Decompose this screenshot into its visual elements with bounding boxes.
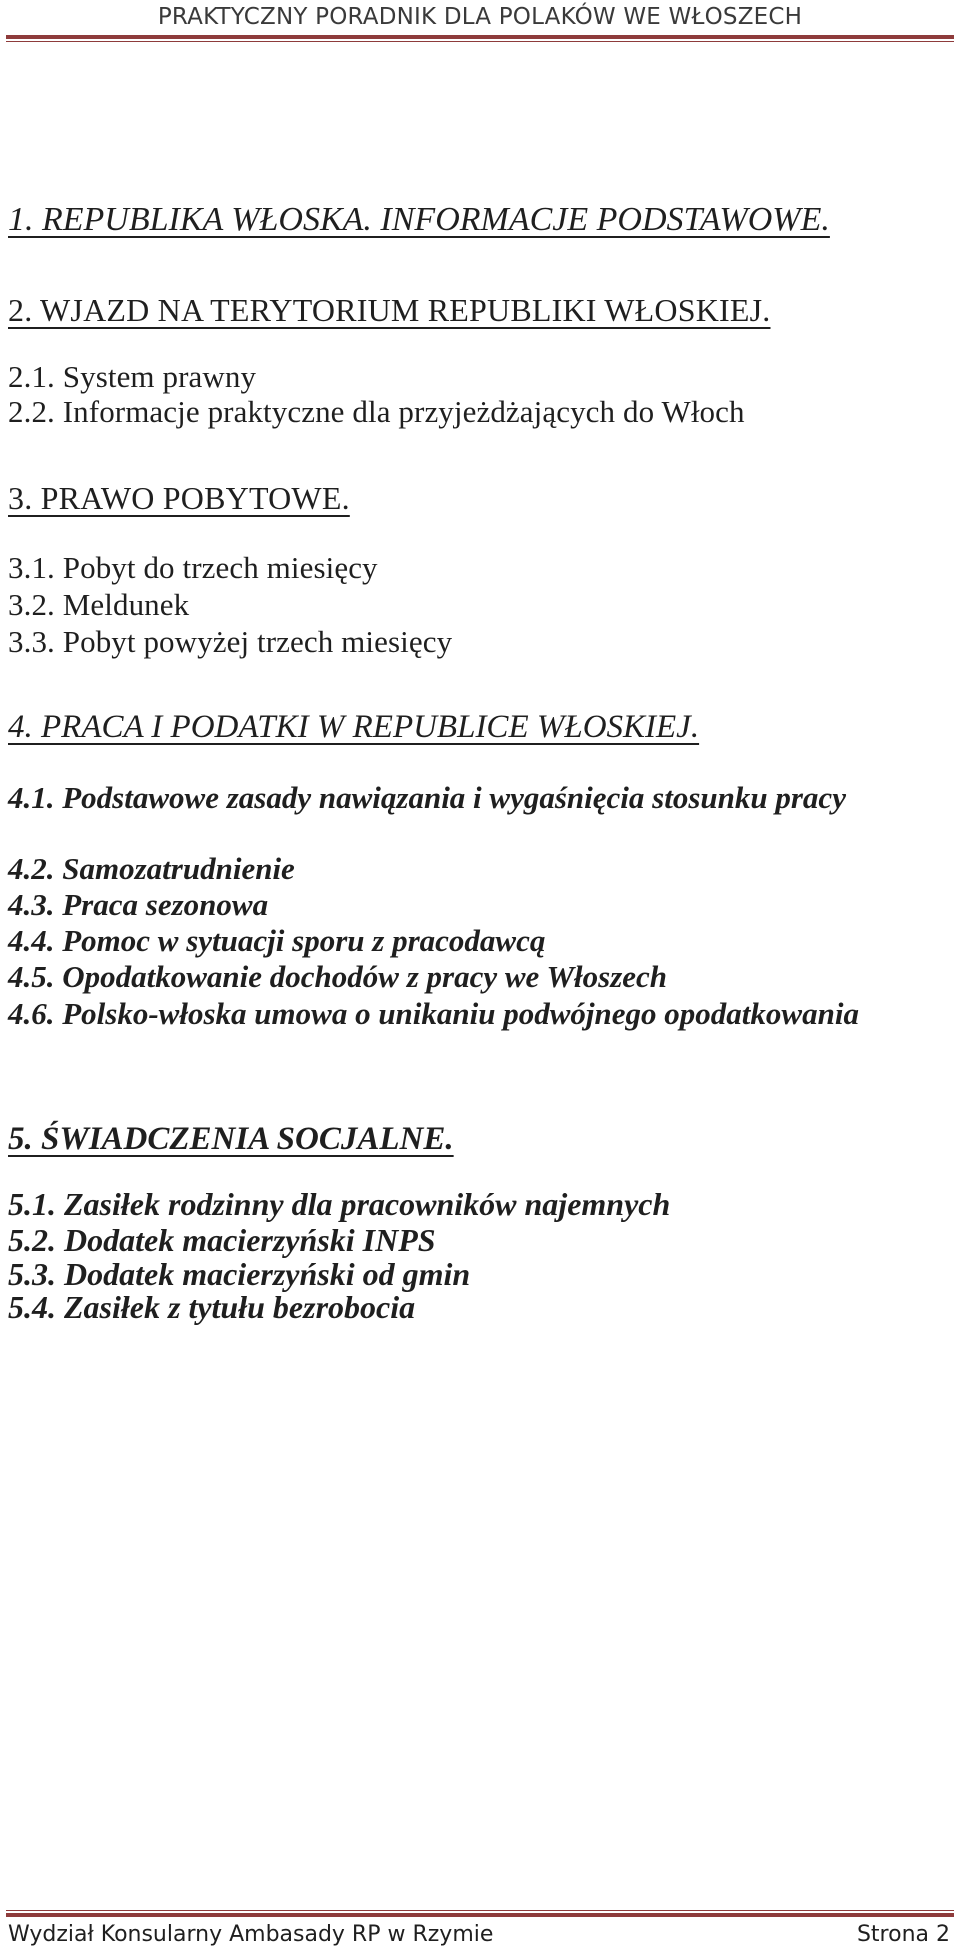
toc-item-5-4: 5.4. Zasiłek z tytułu bezrobocia [8, 1289, 416, 1325]
header-rule [6, 35, 954, 39]
toc-item-5-3: 5.3. Dodatek macierzyński od gmin [8, 1256, 471, 1292]
toc-item-4-4: 4.4. Pomoc w sytuacji sporu z pracodawcą [8, 923, 546, 958]
toc-item-3-2: 3.2. Meldunek [8, 587, 190, 622]
toc-item-4-5: 4.5. Opodatkowanie dochodów z pracy we Włoszech [8, 959, 668, 994]
toc-section-5: 5. ŚWIADCZENIA SOCJALNE. [8, 1121, 454, 1157]
toc-section-1: 1. REPUBLIKA WŁOSKA. INFORMACJE PODSTAWOWE. [8, 201, 830, 238]
footer-rule [6, 1913, 954, 1917]
header-rule-thin [6, 41, 954, 42]
toc-item-5-1: 5.1. Zasiłek rodzinny dla pracowników najemnych [8, 1186, 671, 1222]
toc-item-3-1: 3.1. Pobyt do trzech miesięcy [8, 550, 378, 585]
toc-item-2-2: 2.2. Informacje praktyczne dla przyjeżdżających do Włoch [8, 394, 745, 429]
toc-item-4-2: 4.2. Samozatrudnienie [8, 851, 295, 886]
toc-item-4-3: 4.3. Praca sezonowa [8, 887, 269, 922]
toc-section-4: 4. PRACA I PODATKI W REPUBLICE WŁOSKIEJ. [8, 709, 700, 745]
toc-item-5-2: 5.2. Dodatek macierzyński INPS [8, 1222, 436, 1258]
toc-item-2-1: 2.1. System prawny [8, 359, 257, 394]
toc-item-4-1: 4.1. Podstawowe zasady nawiązania i wygaśnięcia stosunku pracy [8, 780, 846, 815]
toc-item-4-6: 4.6. Polsko-włoska umowa o unikaniu podwójnego opodatkowania [8, 996, 859, 1031]
footer-page-number: Strona 2 [856, 1922, 950, 1947]
page-header-title: PRAKTYCZNY PORADNIK DLA POLAKÓW WE WŁOSZECH [157, 4, 803, 30]
footer-rule-thin [6, 1910, 954, 1911]
toc-item-3-3: 3.3. Pobyt powyżej trzech miesięcy [8, 624, 453, 659]
toc-section-2: 2. WJAZD NA TERYTORIUM REPUBLIKI WŁOSKIEJ. [8, 292, 771, 328]
toc-section-3: 3. PRAWO POBYTOWE. [8, 480, 350, 516]
footer-department: Wydział Konsularny Ambasady RP w Rzymie [8, 1922, 494, 1947]
